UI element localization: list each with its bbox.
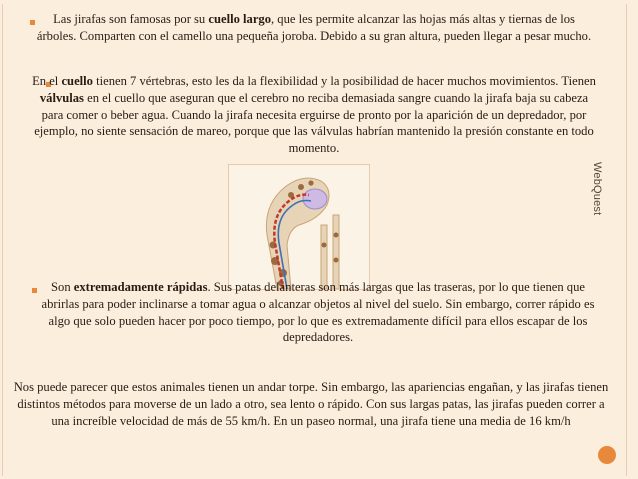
- paragraph-vertebras: [30, 73, 598, 157]
- paragraph-text: En el: [32, 74, 62, 88]
- paragraph-text: tienen 7 vértebras, esto les da la flexibilidad y la posibilidad de hacer muchos movimientos. Tienen: [92, 74, 596, 88]
- paragraph-text: en el cuello que aseguran que el cerebro no reciba demasiada sangre cuando la jirafa baja su cabeza para comer o beber agua. Cuando la jirafa necesita erguirse de pronto por la aparición de un depredador, por ejemplo, no siente sensación de mareo, porque que las válvulas habrían mantenido la presión constante en todo momento.: [34, 90, 594, 156]
- giraffe-neck-anatomy-illustration: [229, 165, 369, 289]
- paragraph-andar: Nos puede parecer que estos animales tienen un andar torpe. Sin embargo, las apariencias engañan, y las jirafas tienen distintos métodos para moverse de un lado a otro, sea lento o rápido. Con sus largas patas, las jirafas pueden correr a una increíble velocidad de más de 55 km/h. En un paseo normal, una jirafa tiene una media de 16 km/h: [13, 380, 609, 428]
- paragraph-bold-text: cuello: [61, 74, 93, 88]
- paragraph-text: Son: [51, 280, 74, 294]
- giraffe-neck-image: [228, 164, 370, 290]
- webquest-side-label: WebQuest: [591, 162, 603, 216]
- bullet-marker: [32, 288, 37, 293]
- paragraph-text: , que les permite alcanzar las hojas más altas y tiernas de los árboles. Comparten con el camello una pequeña joroba. Debido a su gran altura, pueden llegar a pesar mucho.: [36, 12, 592, 43]
- frame-line-left: [2, 4, 3, 476]
- paragraph-text: . Sus patas delanteras son más largas que las traseras, por lo que tienen que abrirlas para poder inclinarse a tomar agua o alcanzar objetos al nivel del suelo. Sin embargo, correr rápido es algo que solo pueden hacer por poco tiempo, por lo que es extremadamente difícil para ellos escapar de los depredadores.: [41, 280, 595, 345]
- paragraph-bold-text: válvulas: [39, 90, 84, 105]
- paragraph-rapidas: [40, 279, 596, 346]
- paragraph-bold-text: cuello largo: [208, 12, 271, 26]
- paragraph-text: Las jirafas son famosas por su: [53, 12, 209, 26]
- paragraph-cuello-largo: [36, 11, 592, 45]
- bullet-marker: [30, 20, 35, 25]
- frame-line-right: [626, 4, 627, 476]
- paragraph-bold-text: extremadamente rápidas: [73, 280, 208, 294]
- slide-badge-circle: [598, 446, 616, 464]
